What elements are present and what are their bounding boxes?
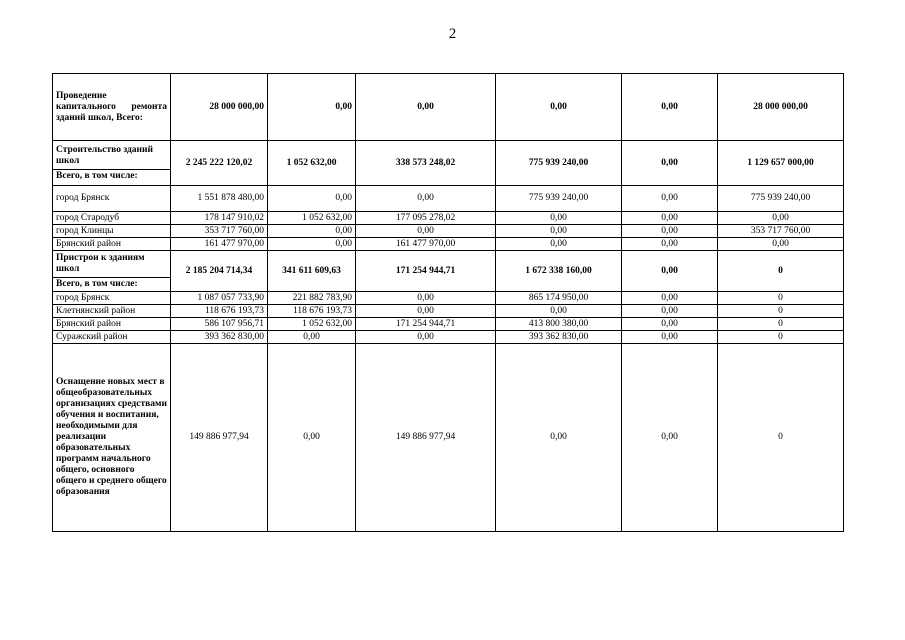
table-row (53, 238, 844, 251)
cell-value: 0,00 (622, 74, 718, 141)
table-row (53, 212, 844, 225)
row-label: Брянский район (53, 238, 171, 251)
cell-total: 393 362 830,00 (171, 331, 268, 344)
cell-value: 0,00 (622, 331, 718, 344)
cell-value: 0,00 (622, 318, 718, 331)
row-label: Суражский район (53, 331, 171, 344)
cell-value: 0,00 (496, 212, 622, 225)
cell-total: 353 717 760,00 (171, 225, 268, 238)
cell-value: 0 (718, 292, 844, 305)
cell-value: 0,00 (356, 74, 496, 141)
table-row (53, 344, 844, 532)
cell-value: 0,00 (356, 225, 496, 238)
row-label: город Клинцы (53, 225, 171, 238)
cell-total: 2 245 222 120,02 (171, 141, 268, 186)
table-row (53, 292, 844, 305)
cell-value: 0,00 (718, 212, 844, 225)
cell-value: 1 672 338 160,00 (496, 251, 622, 292)
cell-value: 0,00 (622, 251, 718, 292)
cell-value: 28 000 000,00 (718, 74, 844, 141)
row-label: город Стародуб (53, 212, 171, 225)
cell-value: 1 129 657 000,00 (718, 141, 844, 186)
row-label-text: Строительство зданий школ (56, 144, 153, 166)
cell-value: 1 052 632,00 (268, 141, 356, 186)
cell-value: 0,00 (268, 344, 356, 532)
cell-value: 0,00 (356, 186, 496, 212)
cell-value: 0,00 (268, 331, 356, 344)
row-label: город Брянск (53, 186, 171, 212)
row-label: Клетнянский район (53, 305, 171, 318)
cell-value: 0,00 (496, 305, 622, 318)
cell-value: 0,00 (268, 186, 356, 212)
cell-value: 0,00 (496, 74, 622, 141)
cell-total: 178 147 910,02 (171, 212, 268, 225)
row-sublabel: Всего, в том числе: (53, 277, 170, 290)
table-row (53, 225, 844, 238)
cell-total: 1 551 878 480,00 (171, 186, 268, 212)
cell-value: 0,00 (496, 344, 622, 532)
table-row (53, 305, 844, 318)
cell-value: 0,00 (496, 238, 622, 251)
table-row (53, 186, 844, 212)
cell-total: 118 676 193,73 (171, 305, 268, 318)
cell-value: 1 052 632,00 (268, 212, 356, 225)
table-row (53, 74, 844, 141)
row-sublabel: Всего, в том числе: (53, 169, 170, 182)
cell-value: 353 717 760,00 (718, 225, 844, 238)
cell-total: 1 087 057 733,90 (171, 292, 268, 305)
cell-value: 0,00 (622, 186, 718, 212)
cell-value: 341 611 609,63 (268, 251, 356, 292)
row-label: Брянский район (53, 318, 171, 331)
cell-value: 413 800 380,00 (496, 318, 622, 331)
row-label-text: Пристрои к зданиям школ (56, 252, 145, 274)
cell-value: 865 174 950,00 (496, 292, 622, 305)
cell-value: 0 (718, 305, 844, 318)
cell-value: 0,00 (268, 74, 356, 141)
cell-value: 338 573 248,02 (356, 141, 496, 186)
cell-value: 221 882 783,90 (268, 292, 356, 305)
cell-value: 393 362 830,00 (496, 331, 622, 344)
cell-value: 118 676 193,73 (268, 305, 356, 318)
cell-value: 0,00 (268, 225, 356, 238)
cell-value: 0,00 (622, 225, 718, 238)
cell-value: 0,00 (356, 292, 496, 305)
cell-value: 0,00 (496, 225, 622, 238)
cell-value: 775 939 240,00 (496, 186, 622, 212)
page-number: 2 (448, 26, 457, 42)
cell-value: 171 254 944,71 (356, 318, 496, 331)
table-row (53, 331, 844, 344)
cell-value: 0,00 (622, 141, 718, 186)
cell-value: 0 (718, 331, 844, 344)
cell-value: 0,00 (622, 305, 718, 318)
cell-value: 0,00 (622, 212, 718, 225)
table-row (53, 141, 844, 186)
row-label (53, 251, 171, 292)
cell-value: 0,00 (622, 238, 718, 251)
cell-value: 0 (718, 318, 844, 331)
cell-value: 0,00 (356, 305, 496, 318)
row-label: город Брянск (53, 292, 171, 305)
cell-value: 0,00 (718, 238, 844, 251)
cell-value: 0,00 (622, 344, 718, 532)
cell-value: 1 052 632,00 (268, 318, 356, 331)
cell-value: 775 939 240,00 (718, 186, 844, 212)
cell-value: 171 254 944,71 (356, 251, 496, 292)
cell-total: 161 477 970,00 (171, 238, 268, 251)
cell-value: 0 (718, 251, 844, 292)
budget-table (52, 73, 844, 532)
cell-value: 775 939 240,00 (496, 141, 622, 186)
row-label (53, 141, 171, 186)
cell-value: 0,00 (356, 331, 496, 344)
cell-value: 177 095 278,02 (356, 212, 496, 225)
cell-total: 586 107 956,71 (171, 318, 268, 331)
cell-value: 0,00 (622, 292, 718, 305)
row-label: Оснащение новых мест в общеобразовательных организациях средствами обучения и воспитания, необходимыми для реализации образовательных программ начального общего, основного общего и среднего общего образования (53, 344, 171, 532)
cell-total: 149 886 977,94 (171, 344, 268, 532)
cell-total: 28 000 000,00 (171, 74, 268, 141)
cell-value: 0 (718, 344, 844, 532)
cell-value: 149 886 977,94 (356, 344, 496, 532)
table-row (53, 318, 844, 331)
cell-value: 161 477 970,00 (356, 238, 496, 251)
row-label: Проведение капитального ремонта зданий школ, Всего: (53, 74, 171, 141)
cell-value: 0,00 (268, 238, 356, 251)
table-row (53, 251, 844, 292)
cell-total: 2 185 204 714,34 (171, 251, 268, 292)
